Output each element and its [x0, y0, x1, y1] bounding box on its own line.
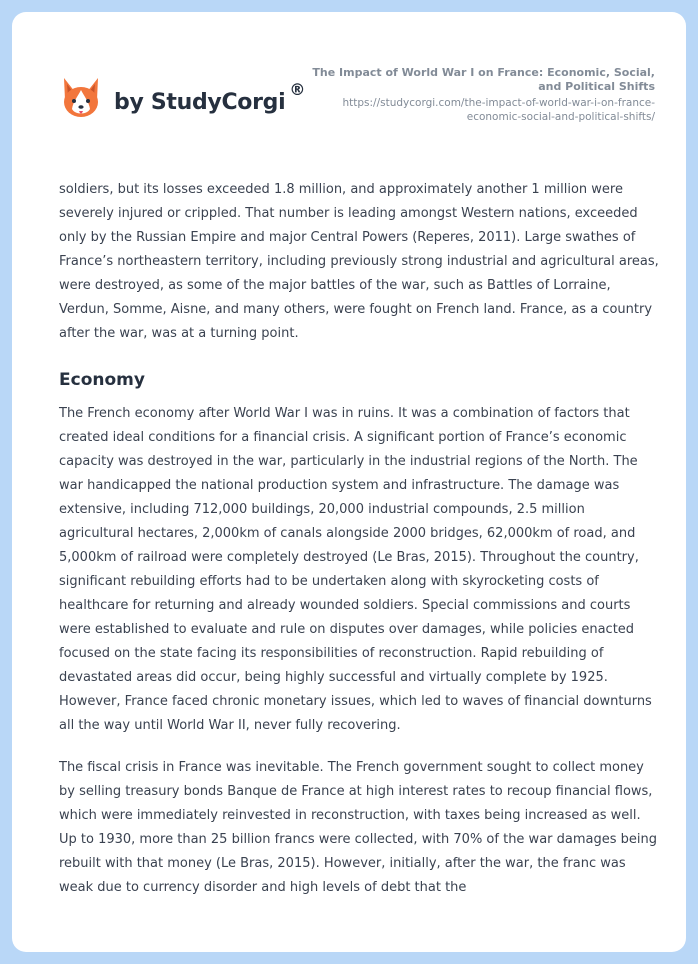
document-page [12, 12, 686, 952]
document-meta [295, 66, 655, 124]
studycorgi-logo[interactable] [60, 76, 305, 120]
corgi-head-icon [60, 76, 102, 120]
document-url-link[interactable]: https://studycorgi.com/the-impact-of-world-war-i-on-france-economic-social-and-political-shifts/ [342, 97, 655, 123]
paragraph-economy-2: The fiscal crisis in France was inevitable. The French government sought to collect money by selling treasury bonds Banque de France at high interest rates to recoup financial flows, which were immediately reinvested in reconstruction, with taxes being increased as well. Up to 1930, more than 25 billion francs were collected, with 70% of the war damages being rebuilt with that money (Le Bras, 2015). However, initially, after the war, the franc was weak due to currency disorder and high levels of debt that the [59, 760, 657, 895]
paragraph-intro: soldiers, but its losses exceeded 1.8 million, and approximately another 1 million were severely injured or crippled. That number is leading amongst Western nations, exceeded only by the Russian Empire and major Central Powers (Reperes, 2011). Large swathes of France’s northeastern territory, including previously strong industrial and agricultural areas, were destroyed, as some of the major battles of the war, such as Battles of Lorraine, Verdun, Somme, Aisne, and many others, were fought on French land. France, as a country after the war, was at a turning point. [59, 182, 659, 341]
paragraph-economy-1: The French economy after World War I was in ruins. It was a combination of factors that created ideal conditions for a financial crisis. A significant portion of France’s economic capacity was destroyed in the war, particularly in the industrial regions of the North. The war handicapped the national production system and infrastructure. The damage was extensive, including 712,000 buildings, 20,000 industrial compounds, 2.5 million agricultural hectares, 2,000km of canals alongside 2000 bridges, 62,000km of road, and 5,000km of railroad were completely destroyed (Le Bras, 2015). Throughout the country, significant rebuilding efforts had to be undertaken along with skyrocketing costs of healthcare for returning and already wounded soldiers. Special commissions and courts were established to evaluate and rule on disputes over damages, while policies enacted focused on the state facing its responsibilities of reconstruction. Rapid rebuilding of devastated areas did occur, being highly successful and virtually complete by 1925. However, France faced chronic monetary issues, which led to waves of financial downturns all the way until World War II, never fully recovering. [59, 406, 652, 733]
brand-text: by StudyCorgi [114, 89, 286, 115]
section-heading-economy: Economy [59, 370, 145, 390]
document-title: The Impact of World War I on France: Economic, Social, and Political Shifts [312, 66, 655, 93]
registered-mark: ® [289, 79, 306, 99]
document-body [59, 178, 659, 900]
brand-name [114, 79, 306, 115]
